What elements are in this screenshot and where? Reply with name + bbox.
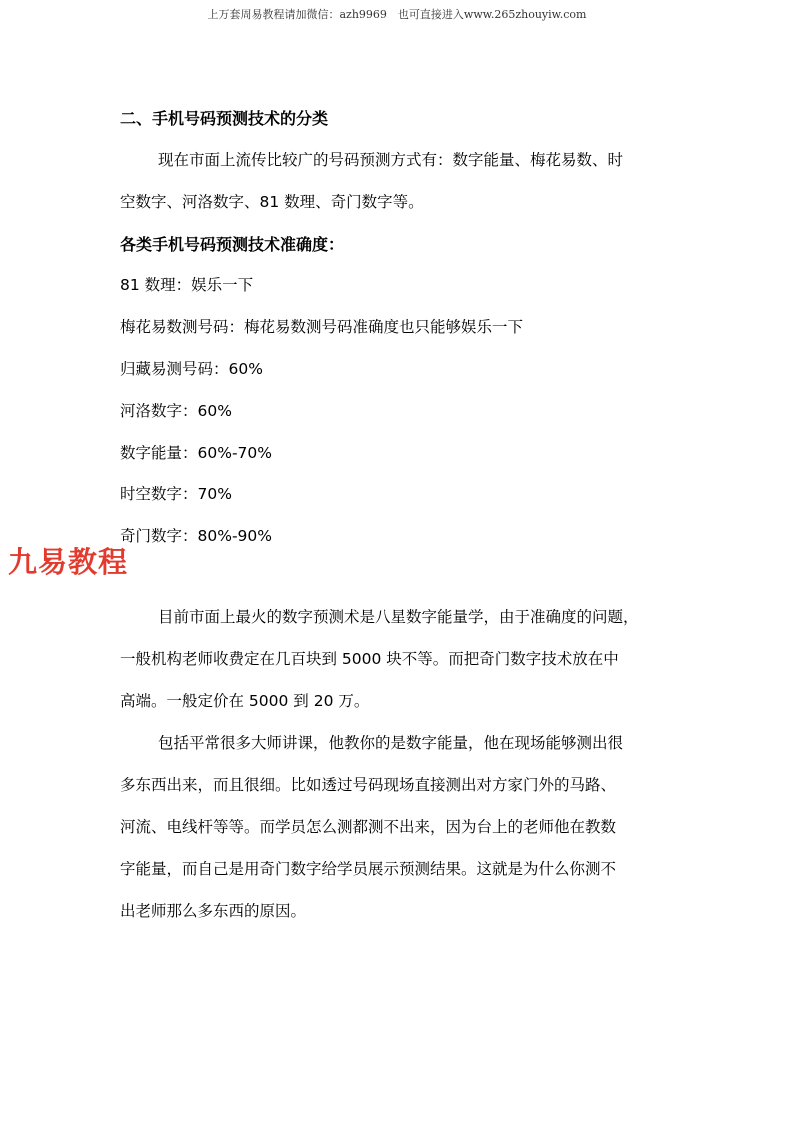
paragraph-1-line: 一般机构老师收费定在几百块到 5000 块不等。而把奇门数字技术放在中 <box>120 650 619 668</box>
paragraph-2-line: 出老师那么多东西的原因。 <box>120 902 307 920</box>
intro-line-1: 现在市面上流传比较广的号码预测方式有：数字能量、梅花易数、时 <box>158 151 624 169</box>
accuracy-item: 81 数理：娱乐一下 <box>120 276 254 294</box>
accuracy-item: 梅花易数测号码：梅花易数测号码准确度也只能够娱乐一下 <box>120 318 524 336</box>
accuracy-heading: 各类手机号码预测技术准确度： <box>120 235 345 254</box>
paragraph-1-line: 目前市面上最火的数字预测术是八星数字能量学，由于准确度的问题， <box>158 608 639 626</box>
paragraph-2-line: 包括平常很多大师讲课，他教你的是数字能量，他在现场能够测出很 <box>158 734 624 752</box>
accuracy-item: 奇门数字：80%-90% <box>120 527 272 545</box>
page-header-text: 上万套周易教程请加微信：azh9969 也可直接进入www.265zhouyiw.com <box>207 8 587 21</box>
paragraph-1-line: 高端。一般定价在 5000 到 20 万。 <box>120 692 370 710</box>
section-title: 二、手机号码预测技术的分类 <box>120 109 329 128</box>
accuracy-item: 归藏易测号码：60% <box>120 360 263 378</box>
paragraph-2-line: 河流、电线杆等等。而学员怎么测都测不出来，因为台上的老师他在教数 <box>120 818 617 836</box>
accuracy-item: 河洛数字：60% <box>120 402 232 420</box>
accuracy-item: 数字能量：60%-70% <box>120 444 272 462</box>
watermark-logo-text: 九易教程 <box>8 545 129 579</box>
intro-line-2: 空数字、河洛数字、81 数理、奇门数字等。 <box>120 193 424 211</box>
paragraph-2-line: 字能量，而自己是用奇门数字给学员展示预测结果。这就是为什么你测不 <box>120 860 617 878</box>
accuracy-item: 时空数字：70% <box>120 485 232 503</box>
paragraph-2-line: 多东西出来，而且很细。比如透过号码现场直接测出对方家门外的马路、 <box>120 776 617 794</box>
